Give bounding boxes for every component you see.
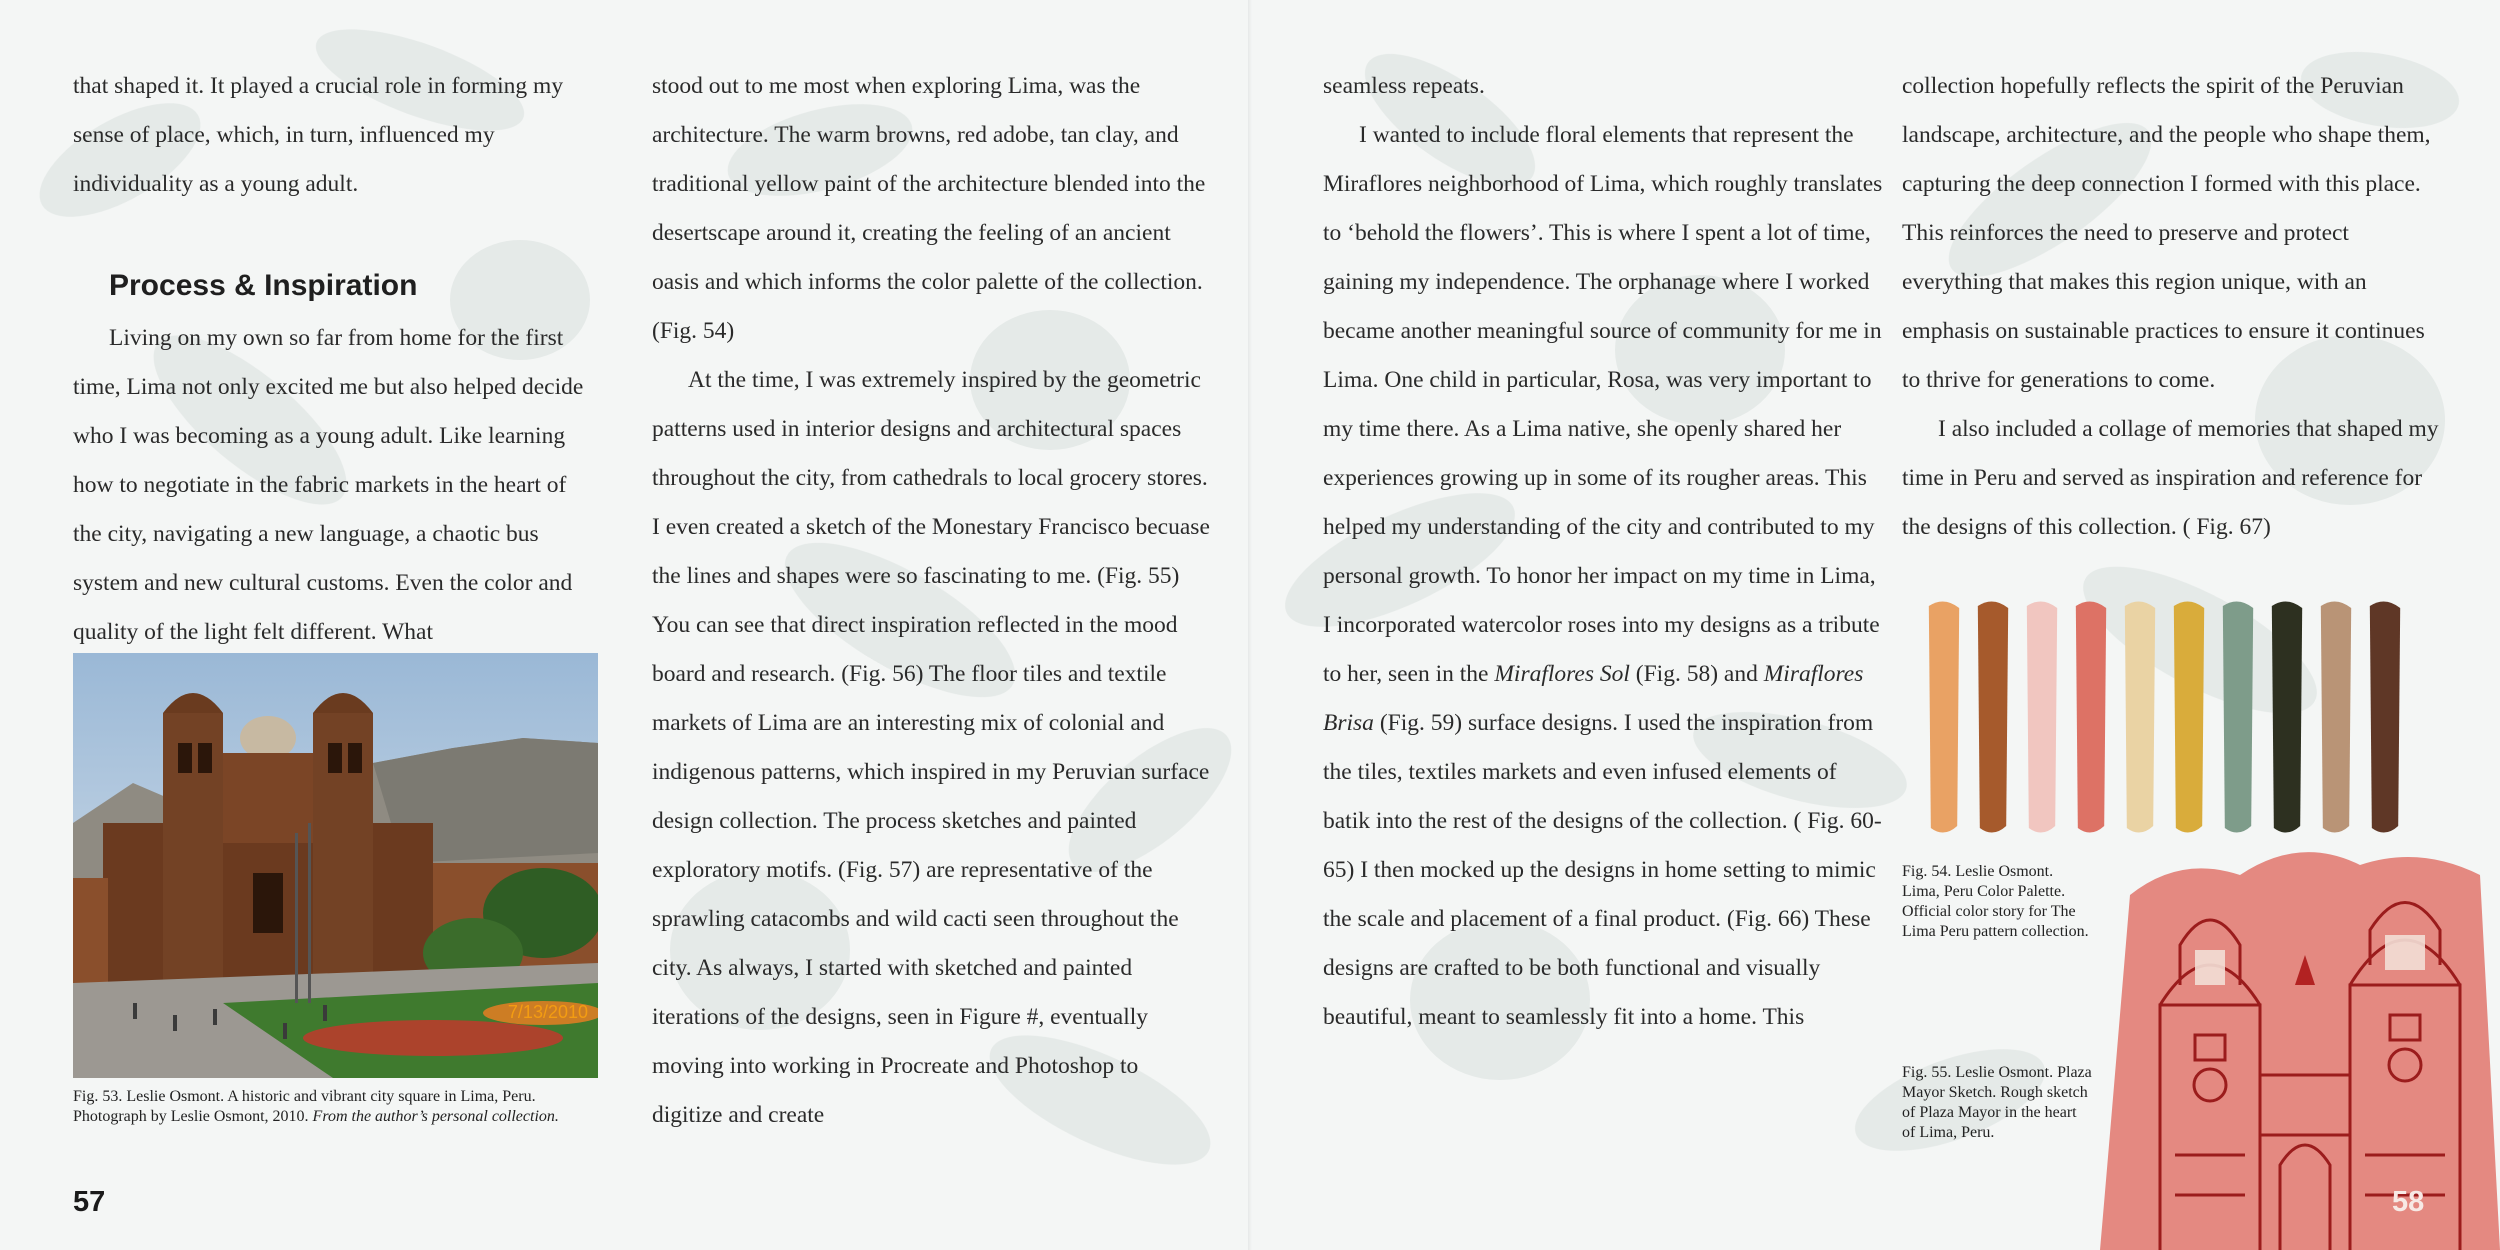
caption-text: Fig. 53. Leslie Osmont. A historic and vibrant city square in Lima, Peru. Photograph by Leslie Osmont, 2010.	[73, 1088, 536, 1125]
photo-date-stamp: 7/13/2010	[507, 1002, 588, 1022]
text-run: I wanted to include floral elements that represent the Miraflores neighborhood of Lima, which roughly translates to ‘behold the flowers’. This is where I spent a lot of time, gaining my independence. The orphanage where I worked became another meaningful source of community for me in Lima. One child in particular, Rosa, was very important to my time there. As a Lima native, she openly shared her experiences growing up in some of its rougher areas. This helped my understanding of the city and contributed to my personal growth. To honor her impact on my time in Lima, I incorporated watercolor roses into my designs as a tribute to her, seen in the	[1323, 122, 1883, 687]
color-swatch	[2272, 601, 2302, 832]
figure-53-caption	[73, 1087, 613, 1127]
paragraph: collection hopefully reflects the spirit of the Peruvian landscape, architecture, and the people who shape them, capturing the deep connection I formed with this place. This reinforces the need to preserve and protect everything that makes this region unique, with an emphasis on sustainable practices to ensure it continues to thrive for generations to come.	[1902, 73, 2431, 393]
section-heading: Process & Inspiration	[109, 269, 418, 302]
paragraph: Living on my own so far from home for the first time, Lima not only excited me but also helped decide who I was becoming as a young adult. Like learning how to negotiate in the fabric markets in the heart of the city, navigating a new language, a chaotic bus system and new cultural customs. Even the color and quality of the light felt different. What	[73, 325, 584, 645]
paragraph: seamless repeats.	[1323, 73, 1485, 99]
color-swatch	[2027, 601, 2057, 832]
design-title: Miraflores Sol	[1494, 661, 1630, 687]
book-gutter	[1248, 0, 1252, 1250]
color-palette-swatches	[1920, 598, 2410, 838]
color-swatch	[2370, 601, 2400, 832]
color-swatch	[2223, 601, 2253, 832]
page-number-left: 57	[73, 1186, 106, 1218]
text-run: (Fig. 58) and	[1635, 661, 1758, 687]
figure-54-caption: Fig. 54. Leslie Osmont. Lima, Peru Color Palette. Official color story for The Lima Peru pattern collection.	[1902, 863, 2089, 940]
paragraph: At the time, I was extremely inspired by the geometric patterns used in interior designs and architectural spaces throughout the city, from cathedrals to local grocery stores. I even created a sketch of the Monestary Francisco becuase the lines and shapes were so fascinating to me. (Fig. 55) You can see that direct inspiration reflected in the mood board and research. (Fig. 56) The floor tiles and textile markets of Lima are an interesting mix of colonial and indigenous patterns, which inspired in my Peruvian surface design collection. The process sketches and painted exploratory motifs. (Fig. 57) are representative of the sprawling catacombs and wild cacti seen throughout the city. As always, I started with sketched and painted iterations of the designs, seen in Figure #, eventually moving into working in Procreate and Photoshop to digitize and create	[652, 367, 1210, 1128]
color-swatch	[2174, 601, 2204, 832]
right-page-column-2	[1902, 62, 2442, 552]
right-page-column-1	[1323, 62, 1883, 1042]
city-square-photo	[73, 653, 598, 1078]
left-page-column-1	[73, 62, 593, 657]
text-run: (Fig. 59) surface designs. I used the inspiration from the tiles, textiles markets and even infused elements of batik into the rest of the designs of the collection. ( Fig. 60-65) I then mocked up the designs in home setting to mimic the scale and placement of a final product. (Fig. 66) These designs are crafted to be both functional and visually beautiful, meant to seamlessly fit into a home. This	[1323, 710, 1882, 1030]
color-swatch	[2076, 601, 2106, 832]
plaza-mayor-sketch	[2100, 835, 2500, 1250]
color-swatch	[1929, 601, 1959, 832]
paragraph: I also included a collage of memories that shaped my time in Peru and served as inspiration and reference for the designs of this collection. ( Fig. 67)	[1902, 416, 2439, 540]
figure-55-caption: Fig. 55. Leslie Osmont. Plaza Mayor Sketch. Rough sketch of Plaza Mayor in the heart of Lima, Peru.	[1902, 1064, 2092, 1141]
left-page-column-2	[652, 62, 1212, 1140]
paragraph: stood out to me most when exploring Lima, was the architecture. The warm browns, red adobe, tan clay, and traditional yellow paint of the architecture blended into the desertscape around it, creating the feeling of an ancient oasis and which informs the color palette of the collection. (Fig. 54)	[652, 73, 1206, 344]
caption-source: From the author’s personal collection.	[312, 1108, 559, 1125]
paragraph: that shaped it. It played a crucial role in forming my sense of place, which, in turn, influenced my individuality as a young adult.	[73, 73, 564, 197]
design-title: Miraflores Brisa	[1323, 661, 1864, 736]
paragraph	[1323, 111, 1883, 1042]
page-number-right: 58	[2392, 1186, 2425, 1218]
color-swatch	[2125, 601, 2155, 832]
color-swatch	[1978, 601, 2008, 832]
color-swatch	[2321, 601, 2351, 832]
